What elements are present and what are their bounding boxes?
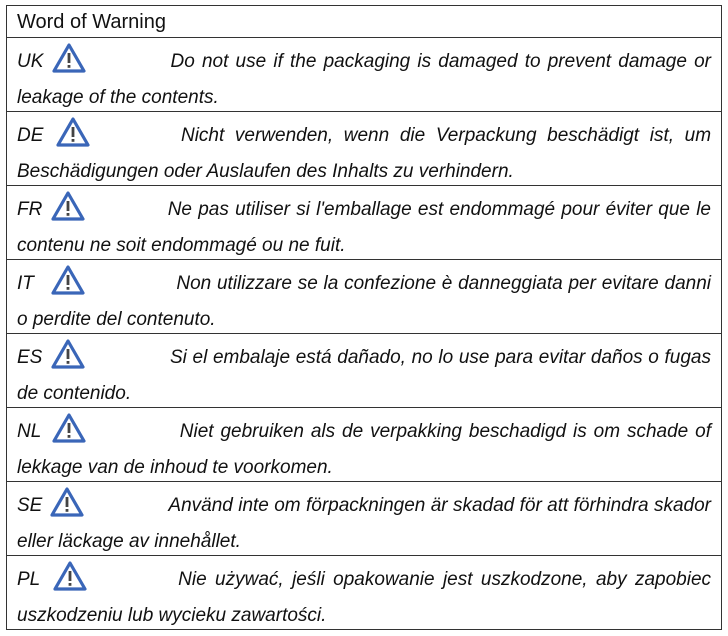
warning-row-de	[7, 112, 721, 186]
language-code: ES	[17, 347, 43, 368]
warning-text: Do not use if the packaging is damaged to prevent damage or leakage of the contents.	[17, 51, 711, 108]
warning-triangle-icon	[52, 413, 86, 443]
warning-text: Niet gebruiken als de verpakking beschadigd is om schade of lekkage van de inhoud te voorkomen.	[17, 421, 711, 478]
warning-row-es	[7, 334, 721, 408]
warning-triangle-icon	[52, 43, 86, 73]
table-title: Word of Warning	[7, 6, 721, 38]
warning-triangle-icon	[50, 487, 84, 517]
warning-triangle-icon	[51, 191, 85, 221]
warning-row-it	[7, 260, 721, 334]
warning-row-fr	[7, 186, 721, 260]
warning-text: Non utilizzare se la confezione è danneggiata per evitare danni o perdite del contenuto.	[17, 273, 712, 330]
language-code: UK	[17, 51, 44, 72]
language-code: PL	[17, 569, 41, 590]
warning-triangle-icon	[53, 561, 87, 591]
warning-text: Nicht verwenden, wenn die Verpackung beschädigt ist, um Beschädigungen oder Auslaufen des Inhalts zu verhindern.	[17, 125, 712, 182]
warning-triangle-icon	[56, 117, 90, 147]
warning-triangle-icon	[51, 265, 85, 295]
warning-text: Nie używać, jeśli opakowanie jest uszkodzone, aby zapobiec uszkodzeniu lub wycieku zawartości.	[17, 569, 712, 626]
language-code: FR	[17, 199, 43, 220]
language-code: NL	[17, 421, 42, 442]
warning-triangle-icon	[51, 339, 85, 369]
warning-text: Si el embalaje está dañado, no lo use para evitar daños o fugas de contenido.	[17, 347, 712, 404]
language-code: IT	[17, 273, 34, 294]
warning-row-se	[7, 482, 721, 556]
warning-table	[6, 5, 722, 630]
warning-row-pl	[7, 556, 721, 629]
language-code: DE	[17, 125, 44, 146]
warning-row-uk	[7, 38, 721, 112]
warning-text: Använd inte om förpackningen är skadad för att förhindra skador eller läckage av innehållet.	[17, 495, 712, 552]
language-code: SE	[17, 495, 43, 516]
warning-row-nl	[7, 408, 721, 482]
warning-text: Ne pas utiliser si l'emballage est endommagé pour éviter que le contenu ne soit endommagé ou ne fuit.	[17, 199, 711, 256]
